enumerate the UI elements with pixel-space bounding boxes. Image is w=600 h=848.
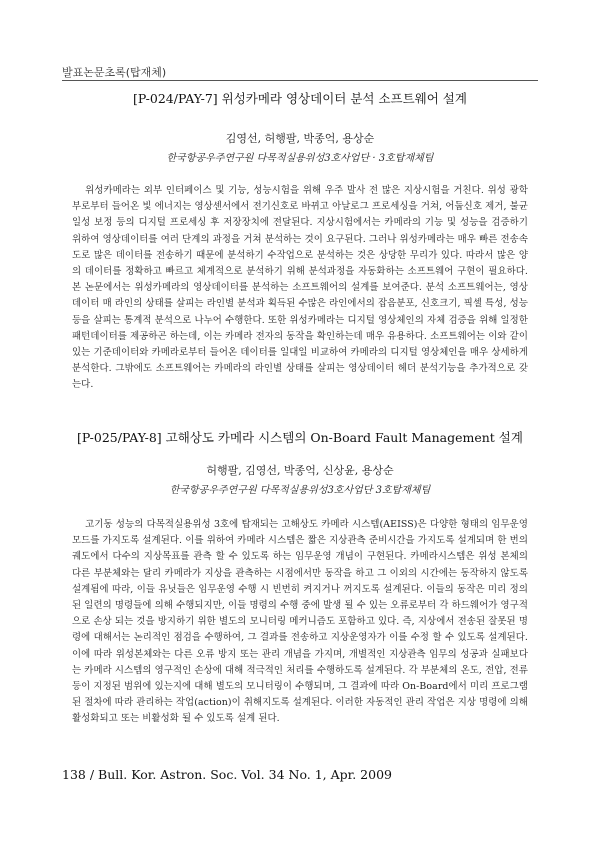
section-header: 발표논문초록(탑재체) <box>62 66 167 79</box>
article-p025 <box>72 430 528 728</box>
article-affiliation: 한국항공우주연구원 다목적실용위성3호사업단 3호탑재체팀 <box>169 485 431 496</box>
article-title: [P-024/PAY-7] 위성카메라 영상데이터 분석 소프트웨어 설계 <box>133 91 467 106</box>
article-abstract: 위성카메라는 외부 인터페이스 및 기능, 성능시험을 위해 우주 발사 전 많은 지상시험을 거친다. 위성 광학부로부터 들어온 빛 에너지는 영상센서에서 전기신호로 바뀌고 아날로그 프로세싱을 거쳐, 어둡신호 제거, 불균일성 보정 등의 디지털 프로세싱 후 저장장치에 전달된다. 지상시험에서는 카메라의 기능 및 성능을 검증하기 위하여 영상데이터를 여러 단계의 과정을 거쳐 분석하는 것이 요구된다. 그러나 위성카메라는 매우 빠른 전송속도로 많은 데이터를 전송하기 때문에 분석하기 수작업으로 분석하는 것은 상당한 무리가 있다. 따라서 많은 양의 데이터를 정확하고 빠르고 체계적으로 분석하기 위해 분석과정을 자동화하는 소프트웨어 구현이 필요하다. 본 논문에서는 위성카메라의 영상데이터를 분석하는 소프트웨어의 설계를 보여준다. 분석 소프트웨어는, 영상데이터 매 라인의 상태를 살피는 라인별 분석과 획득된 수많은 라인에서의 잡음분포, 신호크기, 픽셀 특성, 성능 등을 살피는 통계적 분석으로 나누어 수행한다. 또한 위성카메라는 디지털 영상체인의 자체 검증을 위해 일정한 패턴데이터를 제공하곤 하는데, 이는 카메라 전자의 동작을 확인하는데 매우 유용하다. 소프트웨어는 이와 같이 있는 기준데이터와 카메라로부터 들어온 데이터를 일대일 비교하여 카메라의 디지털 영상체인을 매우 상세하게 분석한다. 그밖에도 소프트웨어는 카메라의 라인별 상태를 살피는 영상데이터 헤더 분석기능을 추가적으로 갖는다. <box>72 185 528 391</box>
article-affiliation: 한국항공우주연구원 다목적실용위성3호사업단 · 3호탑재체팀 <box>166 153 434 164</box>
article-p024 <box>72 91 528 394</box>
article-authors: 허행팔, 김영선, 박종억, 신상윤, 용상순 <box>206 464 394 477</box>
page-footer-citation: 138 / Bull. Kor. Astron. Soc. Vol. 34 No. 1, Apr. 2009 <box>62 767 392 782</box>
header-divider <box>62 80 538 81</box>
article-abstract: 고기동 성능의 다목적실용위성 3호에 탑재되는 고해상도 카메라 시스템(AEISS)은 다양한 형태의 임무운영 모드를 가지도록 설계된다. 이를 위하여 카메라 시스템은 짧은 지상관측 준비시간을 가지도록 설계되며 한 번의 궤도에서 다수의 지상목표를 관측 할 수 있도록 하는 임무운영 개념이 구현된다. 카메라시스템은 위성 본체의 다른 부분체와는 달리 카메라가 지상을 관측하는 시점에서만 동작을 하고 그 이외의 시간에는 동작하지 않도록 설계됨에 따라, 이들 유닛들은 임무운영 수행 시 빈번히 켜지거나 꺼지도록 설계된다. 이들의 동작은 미리 정의된 일련의 명령들에 의해 수행되지만, 이들 명령의 수행 중에 발생 될 수 있는 오류로부터 각 하드웨어가 영구적으로 손상 되는 것을 방지하기 위한 별도의 모니터링 메커니즘도 포함하고 있다. 즉, 지상에서 전송된 잘못된 명령에 대해서는 논리적인 점검을 수행하여, 그 결과를 전송하고 지상운영자가 이를 수정 할 수 있도록 설계된다. 이에 따라 위성본체와는 다른 오류 방지 또는 관리 개념을 가지며, 개별적인 지상관측 임무의 성공과 실패보다는 카메라 시스템의 영구적인 손상에 대해 적극적인 처리를 수행하도록 설계된다. 각 부분체의 온도, 전압, 전류 등이 지정된 범위에 있는지에 대해 별도의 모니터링이 수행되며, 그 결과에 따라 On-Board에서 미리 프로그램 된 절차에 따라 관리하는 작업(action)이 취해지도록 설계된다. 이러한 자동적인 관리 작업은 지상 명령에 의해 활성화되고 또는 비활성화 될 수 있도록 설계 된다. <box>72 519 528 725</box>
article-title: [P-025/PAY-8] 고해상도 카메라 시스템의 On-Board Fault Management 설계 <box>77 430 523 445</box>
article-authors: 김영선, 허행팔, 박종억, 용상순 <box>225 132 375 145</box>
